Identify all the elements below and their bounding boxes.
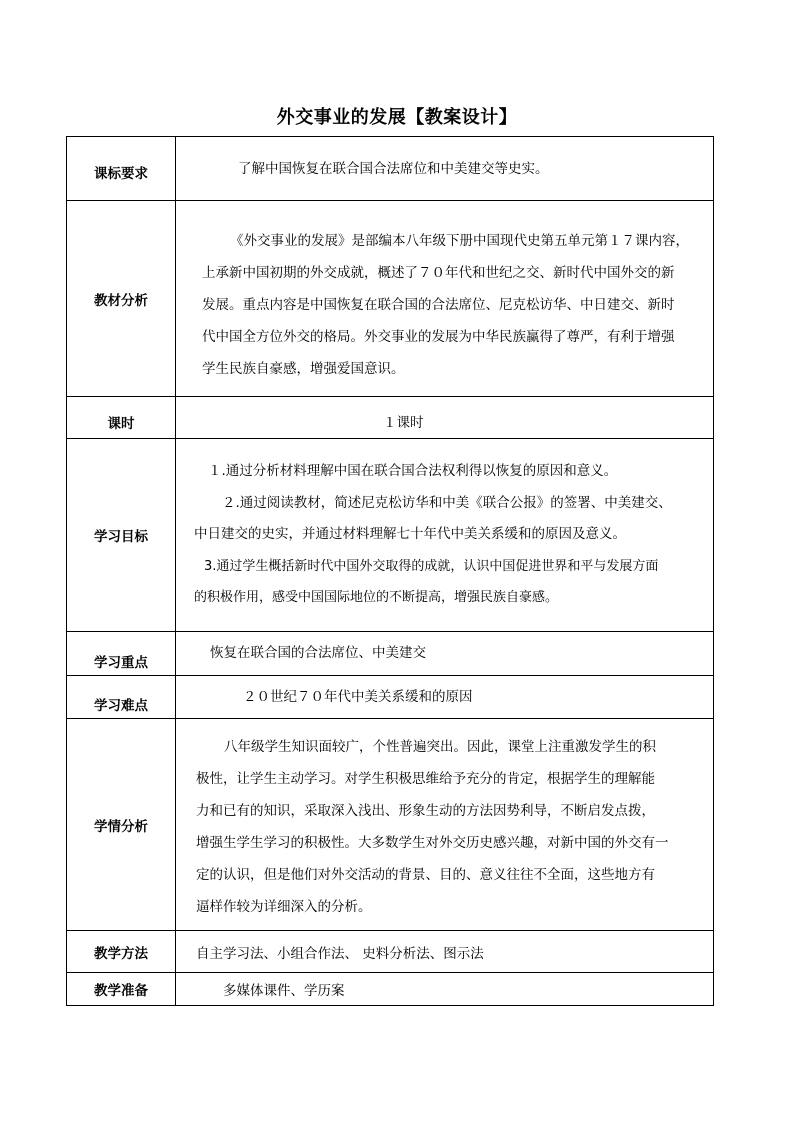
- content-students: [176, 719, 714, 931]
- textbook-line: 《外交事业的发展》是部编本八年级下册中国现代史第五单元第１７课内容，: [230, 232, 689, 249]
- row-students: [67, 719, 714, 931]
- goal-line: １.通过分析材料理解中国在联合国合法权利得以恢复的原因和意义。: [208, 463, 618, 480]
- row-methods: [67, 931, 714, 973]
- label-difficulty: 学习难点: [67, 676, 176, 719]
- row-difficulty: [67, 676, 714, 719]
- students-line: 增强生学生学习的积极性。大多数学生对外交历史感兴趣，对新中国的外交有一: [196, 834, 669, 851]
- textbook-line: 上承新中国初期的外交成就，概述了７０年代和世纪之交、新时代中国外交的新: [202, 264, 675, 281]
- row-prep: [67, 973, 714, 1006]
- content-period: [176, 397, 714, 439]
- prep-text: 多媒体课件、学历案: [223, 983, 345, 999]
- content-key: [176, 632, 714, 676]
- students-line: 逼样作较为详细深入的分析。: [196, 898, 372, 915]
- key-text: 恢复在联合国的合法席位、中美建交: [210, 644, 426, 661]
- students-line: 力和已有的知识，采取深入浅出、形象生动的方法因势利导，不断启发点拨，: [196, 802, 655, 819]
- textbook-line: 发展。重点内容是中国恢复在联合国的合法席位、尼克松访华、中日建交、新时: [202, 296, 675, 313]
- row-key: [67, 632, 714, 676]
- label-methods: 教学方法: [67, 931, 176, 973]
- goal-line: 的积极作用，感受中国国际地位的不断提高，增强民族自豪感。: [194, 590, 559, 606]
- row-textbook: [67, 201, 714, 397]
- label-goals: 学习目标: [67, 439, 176, 632]
- content-methods: [176, 931, 714, 973]
- row-standard: [67, 137, 714, 201]
- content-textbook: [176, 201, 714, 397]
- label-textbook: 教材分析: [67, 201, 176, 397]
- label-standard: 课标要求: [67, 137, 176, 201]
- label-prep: 教学准备: [67, 973, 176, 1006]
- textbook-line: 学生民族自豪感，增强爱国意识。: [202, 360, 405, 377]
- students-line: 定的认识，但是他们对外交活动的背景、目的、意义往往不全面，这些地方有: [196, 866, 655, 883]
- label-period: 课时: [67, 397, 176, 439]
- period-text: １课时: [383, 415, 424, 431]
- standard-text: 了解中国恢复在联合国合法席位和中美建交等史实。: [238, 161, 549, 177]
- goal-line: ２.通过阅读教材，简述尼克松访华和中美《联合公报》的签署、中美建交、: [222, 494, 672, 511]
- row-period: [67, 397, 714, 439]
- students-line: 极性，让学生主动学习。对学生积极思维给予充分的肯定，根据学生的理解能: [196, 770, 655, 787]
- textbook-line: 代中国全方位外交的格局。外交事业的发展为中华民族赢得了尊严，有利于增强: [202, 328, 675, 345]
- content-prep: [176, 973, 714, 1006]
- label-key: 学习重点: [67, 632, 176, 676]
- goal-line: 中日建交的史实，并通过材料理解七十年代中美关系缓和的原因及意义。: [194, 526, 626, 543]
- methods-text: 自主学习法、小组合作法、 史料分析法、图示法: [196, 945, 484, 962]
- goal-line: 3.通过学生概括新时代中国外交取得的成就，认识中国促进世界和平与发展方面: [204, 558, 659, 574]
- row-goals: [67, 439, 714, 632]
- content-standard: [176, 137, 714, 201]
- lesson-plan-table: [66, 136, 714, 1006]
- content-difficulty: [176, 676, 714, 719]
- content-goals: [176, 439, 714, 632]
- label-students: 学情分析: [67, 719, 176, 931]
- students-line: 八年级学生知识面较广，个性普遍突出。因此，课堂上注重激发学生的积: [224, 738, 656, 755]
- document-title: 外交事业的发展【教案设计】: [276, 107, 518, 128]
- difficulty-text: ２０世纪７０年代中美关系缓和的原因: [243, 689, 473, 705]
